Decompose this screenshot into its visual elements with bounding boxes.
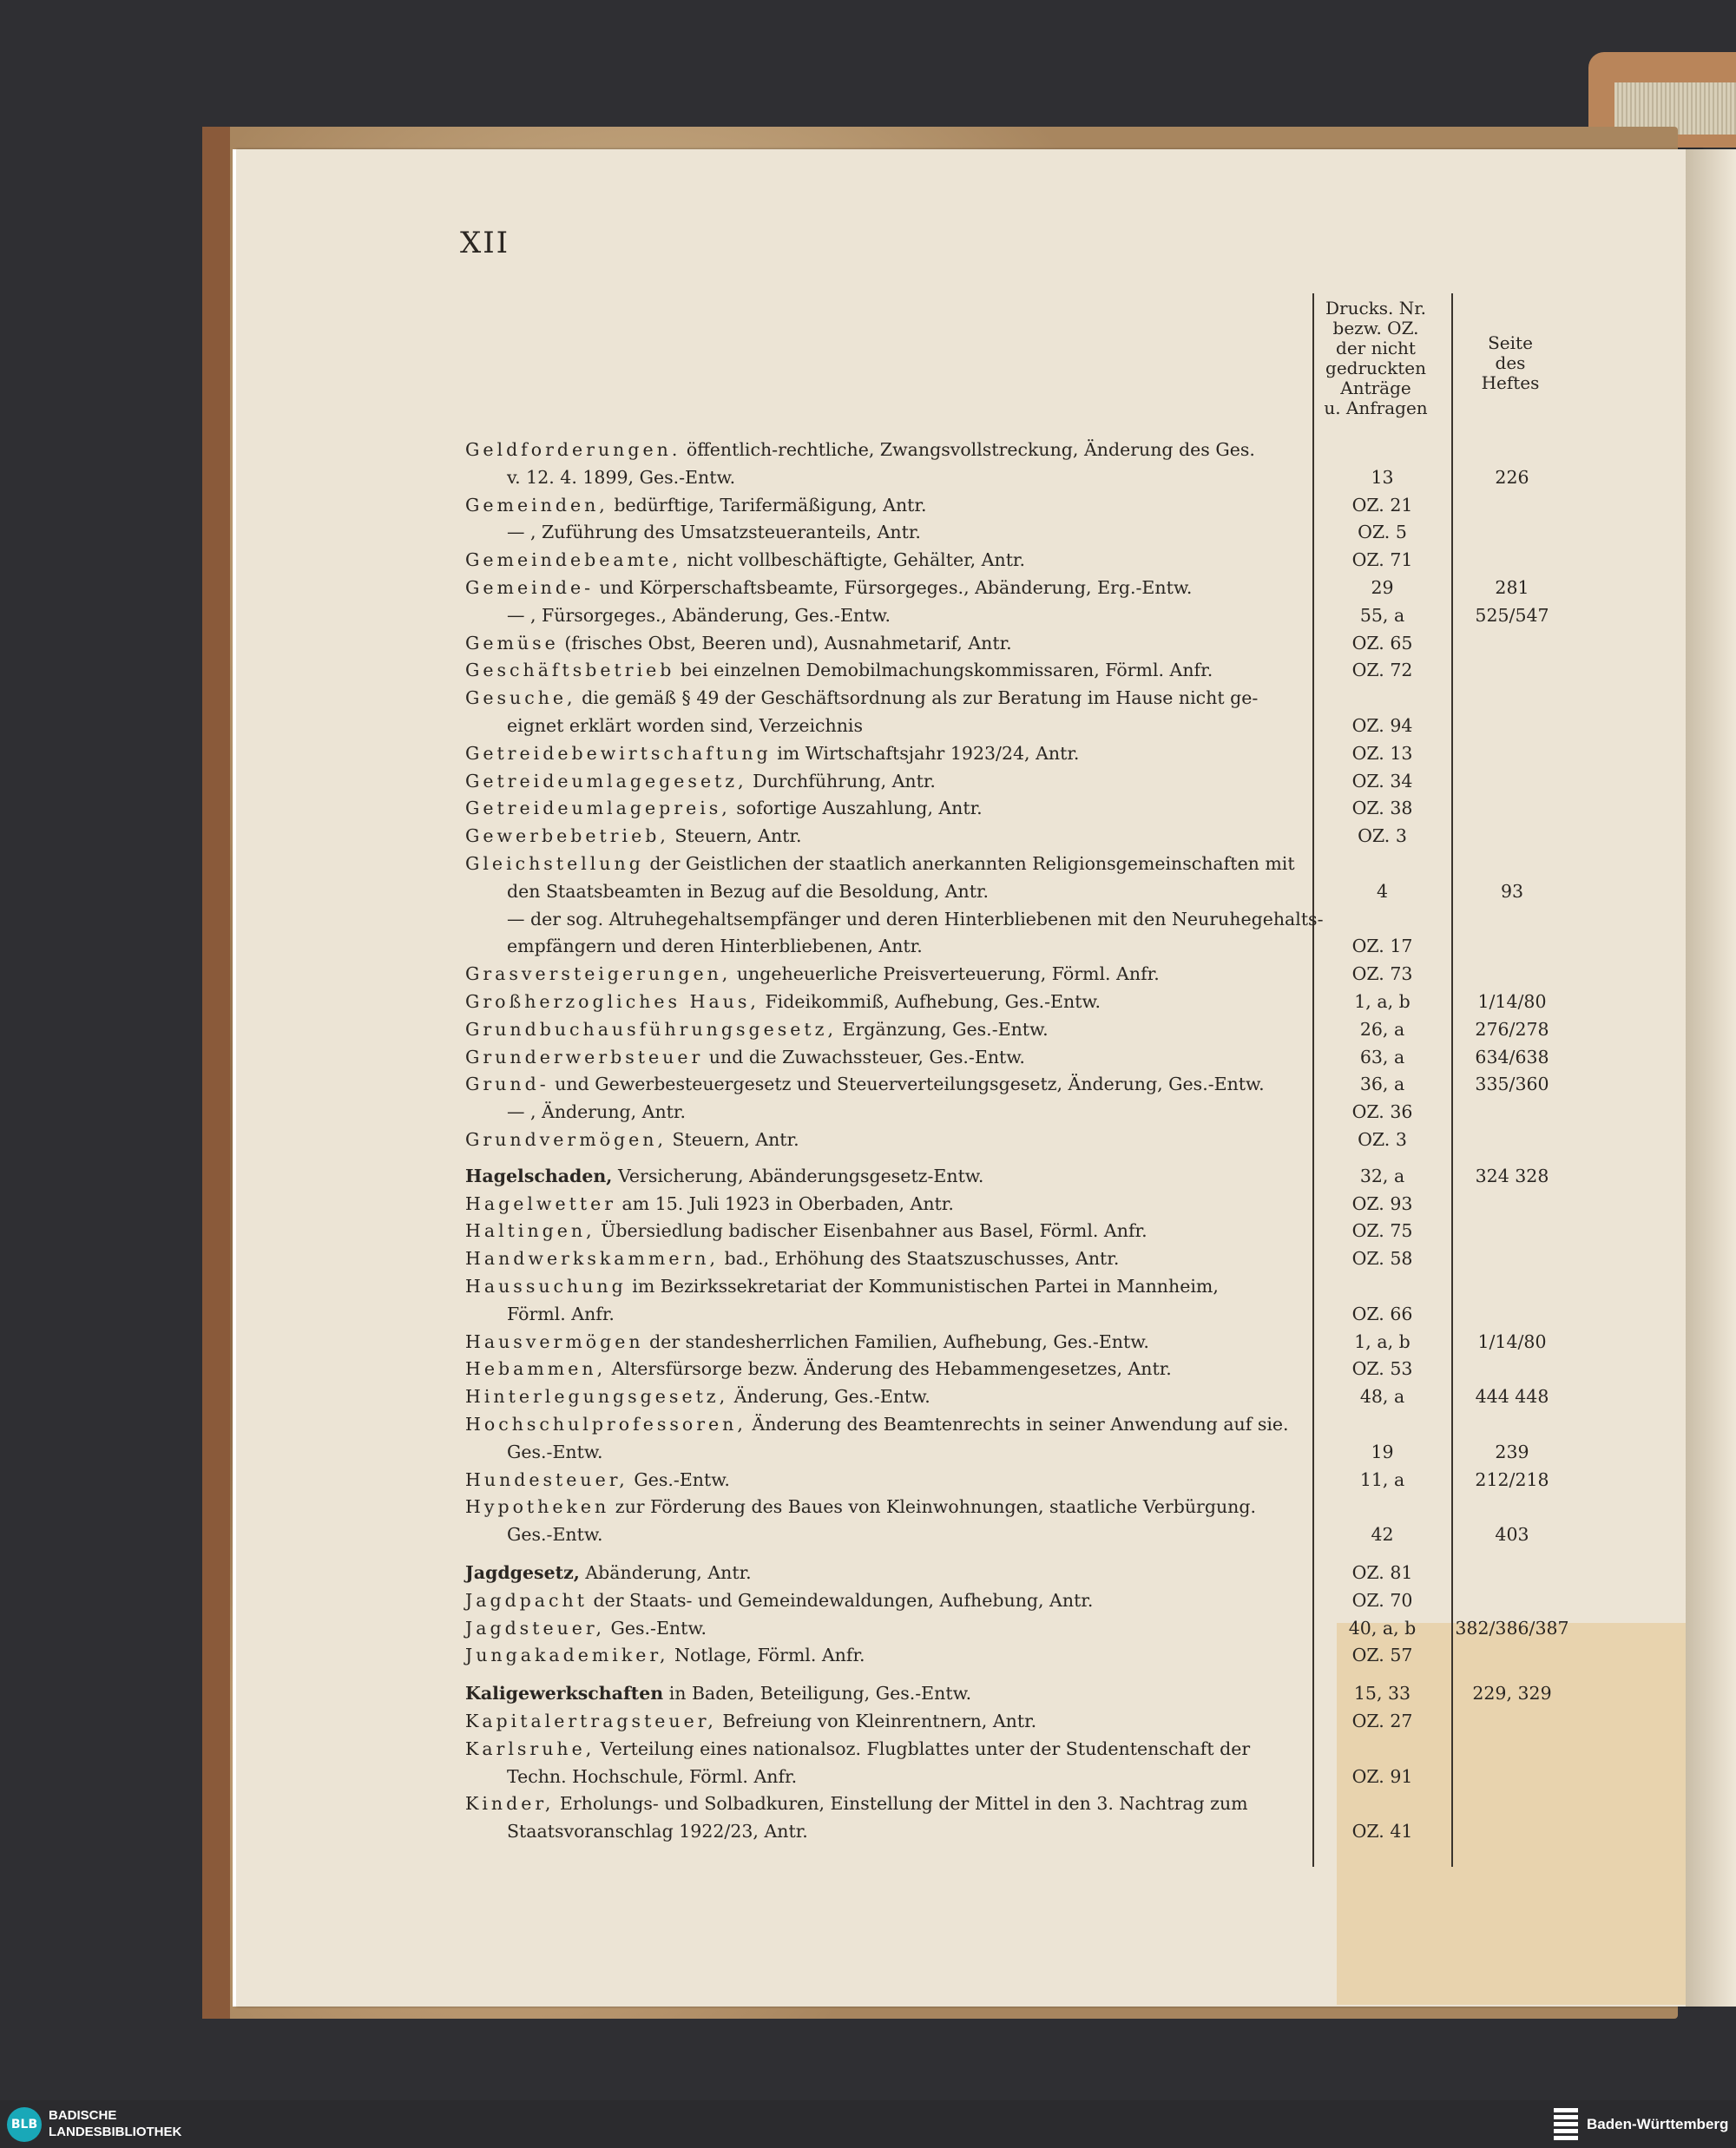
entry-text — [507, 1766, 797, 1787]
entry-reference: 48, a — [1359, 1386, 1405, 1407]
entry-reference: OZ. 71 — [1351, 549, 1413, 570]
entry-description: Steuern, Antr. — [666, 1129, 799, 1150]
entry-text — [465, 495, 926, 516]
entry-reference: OZ. 34 — [1351, 771, 1413, 792]
entry-reference: OZ. 57 — [1351, 1645, 1413, 1665]
index-row — [0, 1019, 1549, 1047]
index-row — [0, 881, 1524, 909]
entry-page: 239 — [1495, 1442, 1529, 1462]
entry-reference: OZ. 53 — [1351, 1358, 1413, 1379]
index-row — [0, 522, 1476, 549]
entry-reference: OZ. 36 — [1351, 1101, 1413, 1122]
entry-page: 382/386/387 — [1455, 1618, 1569, 1639]
entry-description: sofortige Auszahlung, Antr. — [730, 798, 983, 818]
entry-text — [465, 1711, 1036, 1731]
viewer-footer — [0, 2100, 1736, 2148]
entry-text — [465, 577, 1192, 598]
entry-text — [465, 1166, 983, 1186]
column-header-seite — [1458, 333, 1562, 393]
entry-keyword: Gemeinden, — [465, 495, 608, 516]
entry-reference: OZ. 3 — [1358, 825, 1407, 846]
index-row — [0, 439, 1476, 467]
entry-keyword: Hundesteuer, — [465, 1469, 628, 1490]
entry-reference: OZ. 27 — [1351, 1711, 1413, 1731]
entry-description: bei einzelnen Demobilmachungskommissaren, Förml. Anfr. — [674, 660, 1213, 680]
entry-reference: OZ. 93 — [1351, 1193, 1413, 1214]
drucksache-header-line: u. Anfragen — [1324, 397, 1428, 418]
index-row — [0, 1358, 1476, 1386]
index-row — [0, 495, 1476, 522]
entry-text — [465, 1738, 1250, 1759]
entry-reference: OZ. 65 — [1351, 633, 1413, 654]
blb-line-2: LANDESBIBLIOTHEK — [49, 2125, 182, 2139]
entry-description: Änderung, Ges.-Entw. — [728, 1386, 930, 1407]
index-row — [0, 1129, 1476, 1157]
index-row — [0, 853, 1476, 881]
entry-keyword: Jagdgesetz, — [465, 1562, 580, 1583]
entry-reference: OZ. 41 — [1351, 1821, 1413, 1842]
entry-text — [465, 1469, 730, 1490]
entry-description: die gemäß § 49 der Geschäftsordnung als zur Beratung im Hause nicht ge- — [575, 687, 1259, 708]
drucksache-header-line: bezw. OZ. — [1332, 318, 1419, 338]
page-gutter — [1686, 149, 1736, 2007]
entry-text — [507, 1304, 615, 1324]
index-row — [0, 1386, 1549, 1414]
entry-keyword: Haltingen, — [465, 1220, 595, 1241]
index-row — [0, 936, 1476, 963]
entry-text — [465, 687, 1258, 708]
entry-description: (frisches Obst, Beeren und), Ausnahmetarif, Antr. — [558, 633, 1012, 654]
seite-header-line: Seite — [1488, 332, 1533, 353]
entry-keyword: Getreideumlagepreis, — [465, 798, 731, 818]
index-row — [0, 1793, 1476, 1821]
entry-page: 229, 329 — [1472, 1683, 1552, 1704]
entry-page: 226 — [1495, 467, 1529, 488]
index-row — [0, 1524, 1529, 1552]
index-row — [0, 577, 1529, 605]
entry-description: Techn. Hochschule, Förml. Anfr. — [507, 1766, 798, 1787]
entry-keyword: Getreideumlagegesetz, — [465, 771, 747, 792]
entry-text — [465, 771, 936, 792]
entry-description: und die Zuwachssteuer, Ges.-Entw. — [703, 1047, 1025, 1067]
entry-text — [465, 1414, 1289, 1435]
entry-keyword: Geschäftsbetrieb — [465, 660, 675, 680]
entry-text — [507, 467, 735, 488]
entry-text — [465, 1248, 1119, 1269]
entry-description: der Geistlichen der staatlich anerkannten Religionsgemeinschaften mit — [643, 853, 1295, 874]
entry-keyword: Gewerbebetrieb, — [465, 825, 669, 846]
entry-keyword: Kaligewerkschaften — [465, 1683, 664, 1704]
entry-description: nicht vollbeschäftigte, Gehälter, Antr. — [681, 549, 1025, 570]
entry-keyword: Getreidebewirtschaftung — [465, 743, 772, 764]
entry-keyword: Grundvermögen, — [465, 1129, 667, 1150]
entry-reference: OZ. 94 — [1351, 715, 1413, 736]
entry-text — [465, 963, 1160, 984]
entry-reference: OZ. 81 — [1351, 1562, 1413, 1583]
index-row — [0, 1496, 1476, 1524]
entry-reference: 42 — [1371, 1524, 1394, 1545]
entry-description: — , Zuführung des Umsatzsteueranteils, Antr. — [507, 522, 921, 542]
entry-reference: 26, a — [1359, 1019, 1405, 1040]
index-row — [0, 715, 1476, 743]
entry-text — [465, 1590, 1093, 1611]
index-row — [0, 1276, 1476, 1304]
index-row — [0, 1442, 1529, 1469]
entry-reference: OZ. 21 — [1351, 495, 1413, 516]
entry-keyword: Hypotheken — [465, 1496, 610, 1517]
entry-keyword: Geldforderungen. — [465, 439, 681, 460]
index-row — [0, 1220, 1476, 1248]
index-row — [0, 467, 1529, 495]
entry-description: und Gewerbesteuergesetz und Steuerverteilungsgesetz, Änderung, Ges.-Entw. — [549, 1074, 1265, 1094]
drucksache-header-line: der nicht — [1336, 338, 1416, 358]
entry-description: Befreiung von Kleinrentnern, Antr. — [716, 1711, 1037, 1731]
entry-text — [465, 853, 1295, 874]
entry-reference: 29 — [1371, 577, 1394, 598]
entry-description: Förml. Anfr. — [507, 1304, 615, 1324]
index-row — [0, 1193, 1476, 1221]
entry-keyword: Großherzogliches Haus, — [465, 991, 760, 1012]
entry-keyword: Kinder, — [465, 1793, 555, 1814]
entry-text — [465, 1793, 1248, 1814]
entry-keyword: Haussuchung — [465, 1276, 627, 1297]
drucksache-header-line: Anträge — [1340, 378, 1411, 398]
entry-reference: OZ. 3 — [1358, 1129, 1407, 1150]
entry-text — [465, 825, 801, 846]
entry-reference: 40, a, b — [1348, 1618, 1417, 1639]
entry-keyword: Gemüse — [465, 633, 559, 654]
index-row — [0, 1618, 1569, 1645]
entry-description: am 15. Juli 1923 in Oberbaden, Antr. — [616, 1193, 954, 1214]
drucksache-header-line: gedruckten — [1325, 358, 1426, 378]
entry-description: empfängern und deren Hinterbliebenen, Antr. — [507, 936, 923, 956]
entry-page: 444 448 — [1475, 1386, 1549, 1407]
entry-page: 1/14/80 — [1477, 991, 1547, 1012]
index-row — [0, 909, 1476, 936]
entry-description: Durchführung, Antr. — [746, 771, 936, 792]
index-row — [0, 1304, 1476, 1331]
entry-reference: OZ. 72 — [1351, 660, 1413, 680]
entry-reference: OZ. 70 — [1351, 1590, 1413, 1611]
entry-description: eignet erklärt worden sind, Verzeichnis — [507, 715, 863, 736]
entry-keyword: Gleichstellung — [465, 853, 644, 874]
index-row — [0, 1645, 1476, 1672]
entry-description: Steuern, Antr. — [668, 825, 802, 846]
entry-description: im Bezirkssekretariat der Kommunistischen Partei in Mannheim, — [626, 1276, 1219, 1297]
column-header-drucksache — [1311, 299, 1441, 418]
entry-description: in Baden, Beteiligung, Ges.-Entw. — [663, 1683, 972, 1704]
entry-description: Altersfürsorge bezw. Änderung des Hebammengesetzes, Antr. — [606, 1358, 1172, 1379]
entry-text — [465, 1683, 971, 1704]
entry-page: 212/218 — [1475, 1469, 1549, 1490]
entry-keyword: Grundbuchausführungsgesetz, — [465, 1019, 837, 1040]
blb-wordmark — [49, 2107, 181, 2140]
entry-description: Übersiedlung badischer Eisenbahner aus Basel, Förml. Anfr. — [595, 1220, 1147, 1241]
entry-text — [465, 1220, 1147, 1241]
index-row — [0, 991, 1547, 1019]
drucksache-header-line: Drucks. Nr. — [1325, 298, 1426, 319]
entry-keyword: Jagdpacht — [465, 1590, 588, 1611]
index-row — [0, 1331, 1547, 1359]
entry-description: Fideikommiß, Aufhebung, Ges.-Entw. — [759, 991, 1101, 1012]
index-row — [0, 1047, 1549, 1074]
entry-reference: OZ. 38 — [1351, 798, 1413, 818]
index-row — [0, 605, 1549, 633]
entry-description: Notlage, Förml. Anfr. — [668, 1645, 865, 1665]
entry-keyword: Hebammen, — [465, 1358, 607, 1379]
index-row — [0, 1766, 1476, 1794]
entry-page: 1/14/80 — [1477, 1331, 1547, 1352]
entry-keyword: Gemeindebeamte, — [465, 549, 681, 570]
entry-reference: OZ. 75 — [1351, 1220, 1413, 1241]
seite-header-line: des — [1495, 352, 1526, 373]
entry-text — [465, 1129, 799, 1150]
entry-reference: 1, a, b — [1354, 991, 1410, 1012]
index-row — [0, 825, 1476, 853]
entry-keyword: Gemeinde- — [465, 577, 595, 598]
entry-page: 281 — [1495, 577, 1529, 598]
entry-keyword: Hagelwetter — [465, 1193, 616, 1214]
entry-description: der standesherrlichen Familien, Aufhebung, Ges.-Entw. — [643, 1331, 1149, 1352]
entry-text — [465, 1386, 930, 1407]
entry-keyword: Hagelschaden, — [465, 1166, 613, 1186]
entry-text — [507, 1101, 686, 1122]
entry-page: 324 328 — [1475, 1166, 1549, 1186]
bw-wordmark: Baden-Württemberg — [1587, 2116, 1729, 2132]
index-row — [0, 1683, 1552, 1711]
entry-page: 403 — [1495, 1524, 1529, 1545]
entry-text — [465, 798, 983, 818]
entry-reference: 15, 33 — [1353, 1683, 1411, 1704]
entry-text — [507, 715, 863, 736]
entry-description: — der sog. Altruhegehaltsempfänger und deren Hinterbliebenen mit den Neuruhegehalts- — [507, 909, 1324, 929]
entry-keyword: Hinterlegungsgesetz, — [465, 1386, 729, 1407]
entry-description: Ges.-Entw. — [507, 1442, 603, 1462]
index-row — [0, 798, 1476, 825]
index-row — [0, 1562, 1476, 1590]
entry-text — [465, 991, 1101, 1012]
entry-description: der Staats- und Gemeindewaldungen, Aufhebung, Antr. — [587, 1590, 1094, 1611]
entry-text — [465, 549, 1025, 570]
entry-keyword: Grasversteigerungen, — [465, 963, 732, 984]
entry-page: 335/360 — [1475, 1074, 1549, 1094]
page-number: XII — [460, 226, 510, 260]
blb-logo-icon[interactable]: BLB — [7, 2107, 42, 2142]
index-row — [0, 1166, 1549, 1193]
index-row — [0, 1590, 1476, 1618]
entry-reference: OZ. 5 — [1358, 522, 1407, 542]
index-row — [0, 1821, 1476, 1849]
entry-keyword: Karlsruhe, — [465, 1738, 595, 1759]
blb-line-1: BADISCHE — [49, 2108, 117, 2123]
entry-description: bedürftige, Tarifermäßigung, Antr. — [608, 495, 927, 516]
entry-text — [465, 1645, 865, 1665]
entry-text — [465, 1562, 752, 1583]
entry-reference: 4 — [1376, 881, 1389, 902]
entry-description: Ergänzung, Ges.-Entw. — [836, 1019, 1049, 1040]
entry-reference: 32, a — [1359, 1166, 1405, 1186]
index-row — [0, 743, 1476, 771]
entry-description: Ges.-Entw. — [604, 1618, 707, 1639]
entry-description: — , Fürsorgeges., Abänderung, Ges.-Entw. — [507, 605, 891, 626]
index-row — [0, 1074, 1549, 1101]
entry-keyword: Handwerkskammern, — [465, 1248, 720, 1269]
entry-description: — , Änderung, Antr. — [507, 1101, 686, 1122]
entry-text — [465, 1074, 1265, 1094]
entry-description: Änderung des Beamtenrechts in seiner Anwendung auf sie. — [746, 1414, 1289, 1435]
entry-keyword: Kapitalertragsteuer, — [465, 1711, 717, 1731]
entry-reference: 36, a — [1359, 1074, 1405, 1094]
entry-reference: 1, a, b — [1354, 1331, 1410, 1352]
index-row — [0, 1469, 1549, 1497]
entry-reference: 63, a — [1359, 1047, 1405, 1067]
entry-description: Ges.-Entw. — [507, 1524, 603, 1545]
index-row — [0, 1711, 1476, 1738]
entry-reference: 13 — [1371, 467, 1394, 488]
entry-description: Ges.-Entw. — [628, 1469, 730, 1490]
index-row — [0, 549, 1476, 577]
entry-text — [507, 1442, 603, 1462]
entry-description: bad., Erhöhung des Staatszuschusses, Antr. — [719, 1248, 1120, 1269]
index-row — [0, 1248, 1476, 1276]
entry-description: und Körperschaftsbeamte, Fürsorgeges., Abänderung, Erg.-Entw. — [594, 577, 1193, 598]
entry-reference: 55, a — [1359, 605, 1405, 626]
entry-text — [507, 605, 891, 626]
entry-text — [507, 881, 989, 902]
entry-text — [465, 1193, 954, 1214]
entry-keyword: Jungakademiker, — [465, 1645, 669, 1665]
index-row — [0, 660, 1476, 687]
entry-reference: 19 — [1371, 1442, 1394, 1462]
entry-text — [465, 1276, 1219, 1297]
entry-keyword: Hausvermögen — [465, 1331, 644, 1352]
entry-text — [465, 743, 1079, 764]
entry-reference: 11, a — [1359, 1469, 1405, 1490]
entry-description: v. 12. 4. 1899, Ges.-Entw. — [507, 467, 736, 488]
index-row — [0, 1101, 1476, 1129]
entry-text — [465, 1496, 1256, 1517]
entry-text — [465, 1331, 1149, 1352]
entry-text — [465, 1047, 1025, 1067]
entry-reference: OZ. 13 — [1351, 743, 1413, 764]
entry-keyword: Jagdsteuer, — [465, 1618, 605, 1639]
entry-text — [507, 1524, 603, 1545]
entry-text — [507, 909, 1324, 929]
entry-keyword: Gesuche, — [465, 687, 576, 708]
index-row — [0, 771, 1476, 798]
entry-description: den Staatsbeamten in Bezug auf die Besoldung, Antr. — [507, 881, 990, 902]
entry-text — [507, 936, 923, 956]
entry-description: Erholungs- und Solbadkuren, Einstellung der Mittel in den 3. Nachtrag zum — [554, 1793, 1248, 1814]
entry-description: Versicherung, Abänderungsgesetz-Entw. — [612, 1166, 984, 1186]
entry-reference: OZ. 58 — [1351, 1248, 1413, 1269]
index-row — [0, 1414, 1476, 1442]
entry-text — [465, 660, 1213, 680]
entry-description: Verteilung eines nationalsoz. Flugblattes unter der Studentenschaft der — [595, 1738, 1251, 1759]
entry-text — [465, 1019, 1049, 1040]
entry-description: öffentlich-rechtliche, Zwangsvollstreckung, Änderung des Ges. — [681, 439, 1255, 460]
entry-page: 276/278 — [1475, 1019, 1549, 1040]
seite-header-line: Heftes — [1481, 372, 1540, 393]
entry-keyword: Grund- — [465, 1074, 549, 1094]
bw-coat-of-arms-icon[interactable] — [1554, 2107, 1578, 2140]
index-row — [0, 1738, 1476, 1766]
entry-reference: OZ. 73 — [1351, 963, 1413, 984]
entry-text — [465, 439, 1255, 460]
entry-reference: OZ. 66 — [1351, 1304, 1413, 1324]
entry-text — [465, 1618, 707, 1639]
entry-description: Staatsvoranschlag 1922/23, Antr. — [507, 1821, 808, 1842]
entry-page: 93 — [1500, 881, 1524, 902]
entry-keyword: Grunderwerbsteuer — [465, 1047, 704, 1067]
entry-text — [465, 1358, 1172, 1379]
index-row — [0, 963, 1476, 991]
index-row — [0, 633, 1476, 660]
entry-reference: OZ. 17 — [1351, 936, 1413, 956]
index-row — [0, 687, 1476, 715]
entry-description: Abänderung, Antr. — [579, 1562, 752, 1583]
entry-text — [465, 633, 1012, 654]
entry-description: ungeheuerliche Preisverteuerung, Förml. Anfr. — [731, 963, 1160, 984]
entry-description: zur Förderung des Baues von Kleinwohnungen, staatliche Verbürgung. — [609, 1496, 1257, 1517]
entry-text — [507, 1821, 808, 1842]
entry-keyword: Hochschulprofessoren, — [465, 1414, 746, 1435]
entry-page: 634/638 — [1475, 1047, 1549, 1067]
entry-text — [507, 522, 921, 542]
entry-reference: OZ. 91 — [1351, 1766, 1413, 1787]
entry-description: im Wirtschaftsjahr 1923/24, Antr. — [771, 743, 1080, 764]
entry-page: 525/547 — [1475, 605, 1549, 626]
